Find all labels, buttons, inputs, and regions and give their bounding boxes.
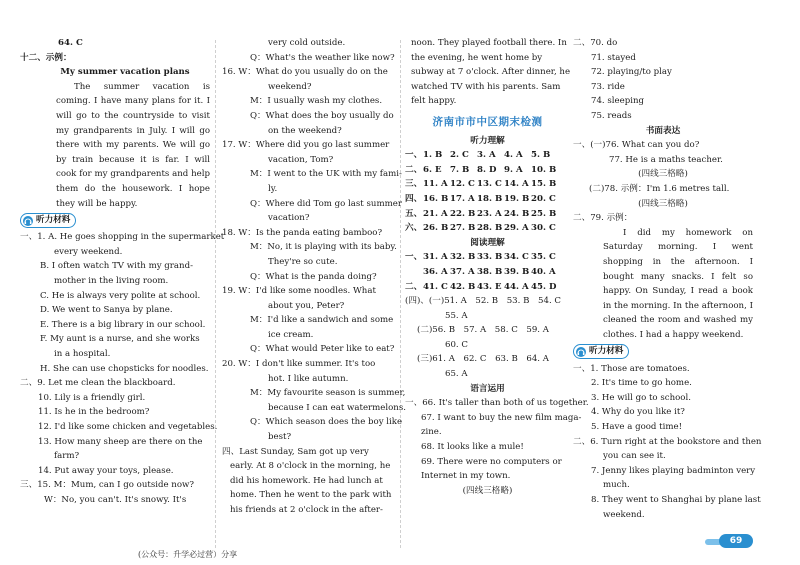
text-line: F. My aunt is a nurse, and she works <box>40 334 200 345</box>
text-line: every weekend. <box>54 246 123 257</box>
text-line: M：No, it is playing with its baby. <box>250 242 397 253</box>
row-label: 二、 <box>405 164 423 175</box>
text-line: 5. Have a good time! <box>591 421 683 432</box>
listening-script <box>222 36 406 518</box>
text-line: 二、6. Turn right at the bookstore and then <box>573 436 762 447</box>
listening-script <box>20 230 225 507</box>
text-line: 73. ride <box>591 81 625 92</box>
text-line: Q：What's the weather like now? <box>250 52 395 63</box>
text-line: did his homework. He had lunch at <box>230 475 383 486</box>
answer-lines <box>573 36 753 124</box>
text-line: vacation, Tom? <box>268 154 334 165</box>
text-line: W：No, you can't. It's snowy. It's <box>44 494 187 505</box>
listening-material-badge <box>573 344 629 359</box>
answer-item: 19. B <box>504 193 530 204</box>
answer-line: 64. C <box>58 38 83 48</box>
text-line: about you, Peter? <box>268 300 345 311</box>
answer-item: 9. A <box>504 164 523 175</box>
answer-item: 14. A <box>504 179 529 190</box>
answer-item: 26. B <box>423 223 449 234</box>
answer-row <box>405 250 570 265</box>
text-line: 69. There were no computers or <box>421 456 562 467</box>
text-line: 一、1. Those are tomatoes. <box>573 363 690 374</box>
answer-item: 1. B <box>423 150 443 161</box>
text-line: 67. I want to buy the new film maga- <box>421 412 582 423</box>
text-line: 20. W：I don't like summer. It's too <box>222 359 376 370</box>
badge-label: 听力材料 <box>589 346 624 357</box>
text-line: mother in the living room. <box>54 276 169 286</box>
row-label: 二、 <box>405 281 423 292</box>
text-line: (三)61. A 62. C 63. B 64. A <box>417 354 549 365</box>
answer-item: 38. B <box>477 266 503 277</box>
column-2 <box>222 36 406 518</box>
answer-item: 6. E <box>423 164 442 175</box>
answer-item: 43. E <box>477 281 502 292</box>
text-line: M：I usually wash my clothes. <box>250 96 383 107</box>
text-line: Internet in my town. <box>421 471 511 482</box>
answer-item: 16. B <box>423 193 449 204</box>
answer-row <box>405 221 570 236</box>
answer-item: 17. A <box>450 193 475 204</box>
text-line: you can see it. <box>603 451 666 462</box>
column-3 <box>405 36 589 498</box>
text-line: home. Then he went to the park with <box>230 490 392 501</box>
listening-material-badge <box>20 213 76 228</box>
text-line: B. I often watch TV with my grand- <box>40 261 193 272</box>
answer-item: 32. B <box>450 252 476 263</box>
text-line: subway at 7 o'clock. After dinner, he <box>411 67 571 78</box>
answer-item: 11. A <box>423 179 448 190</box>
text-line: weekend? <box>268 81 312 92</box>
essay-text: I did my homework on Saturday morning. I went shopping in the afternoon. I bought many snacks. I felt so happy. On Sunday, I read a book in the morning. In the afternoon, I cleaned the room and washed my clothes. I had a happy weekend. <box>603 227 753 340</box>
answer-grid <box>405 148 570 236</box>
answer-item: 13. C <box>477 179 502 190</box>
text-line: 11. Is he in the bedroom? <box>38 407 150 418</box>
text-line: 74. sleeping <box>591 96 645 107</box>
text-line: 一、(一)76. What can you do? <box>573 140 700 151</box>
answer-item: 5. B <box>531 150 551 161</box>
row-label: 四、 <box>405 193 423 204</box>
page-number: 69 <box>719 534 753 548</box>
answer-item: 3. A <box>477 150 496 161</box>
answer-item: 15. B <box>531 179 557 190</box>
footer-note: (公众号：升学必过营）分享 <box>138 550 238 559</box>
text-line: 2. It's time to go home. <box>591 378 692 389</box>
text-line: 14. Put away your toys, please. <box>38 465 174 476</box>
answer-row <box>405 192 570 207</box>
answer-item: 4. A <box>504 150 523 161</box>
text-line: 13. How many sheep are there on the <box>38 436 203 447</box>
answer-item: 21. A <box>423 208 448 219</box>
text-line: 10. Lily is a friendly girl. <box>38 392 146 403</box>
answer-item: 23. A <box>477 208 502 219</box>
text-line: Q：What is the panda doing? <box>250 271 377 282</box>
answer-item: 7. B <box>450 164 470 175</box>
answer-item: 29. A <box>504 223 529 234</box>
text-line: They're so cute. <box>268 256 338 267</box>
text-line: best? <box>268 432 292 443</box>
text-line: 68. It looks like a mule! <box>421 442 524 453</box>
text-line: much. <box>603 480 630 491</box>
exam-title: 济南市市中区期末检测 <box>432 115 543 128</box>
answer-item: 22. B <box>450 208 476 219</box>
answer-lines <box>573 138 753 226</box>
row-label: 六、 <box>405 223 423 234</box>
answer-item: 12. C <box>450 179 475 190</box>
text-line: 72. playing/to play <box>591 67 672 78</box>
text-line: Q：Which season does the boy like <box>250 417 403 428</box>
answer-row <box>405 265 570 280</box>
text-line: vacation? <box>268 213 310 224</box>
text-line: 二、70. do <box>573 38 618 48</box>
text-line: (二)78. 示例：I'm 1.6 metres tall. <box>589 183 730 194</box>
text-line: M：My favourite season is summer, <box>250 388 406 399</box>
answer-item: 40. A <box>531 266 556 277</box>
text-line: 三、15. M：Mum, can I go outside now? <box>20 480 194 491</box>
text-line: M：I'd like a sandwich and some <box>250 315 394 326</box>
text-line: 二、9. Let me clean the blackboard. <box>20 378 176 389</box>
answer-item: 20. C <box>531 193 556 204</box>
text-line: his friends at 2 o'clock in the after- <box>230 505 383 515</box>
subsection-title: 语言运用 <box>470 383 505 394</box>
text-line: 二、79. 示例： <box>573 213 633 224</box>
answer-item: 2. C <box>450 150 469 161</box>
row-label: 五、 <box>405 208 423 219</box>
text-line: 18. W：Is the panda eating bamboo? <box>222 227 383 238</box>
text-line: on the weekend? <box>268 125 342 136</box>
text-line: 60. C <box>445 339 468 350</box>
text-line: 一、1. A. He goes shopping in the supermarket <box>20 232 225 243</box>
answer-item: 36. A <box>423 266 448 277</box>
text-line: 8. They went to Shanghai by plane last <box>591 494 761 505</box>
text-line: ice cream. <box>268 329 314 340</box>
essay-title: My summer vacation plans <box>60 67 190 78</box>
column-divider <box>215 40 216 548</box>
answer-row <box>405 163 570 178</box>
row-label: 三、 <box>405 179 423 190</box>
text-line: (四线三格略) <box>638 169 688 180</box>
text-line: Q：Where did Tom go last summer <box>250 198 402 209</box>
text-line: 75. reads <box>591 110 632 121</box>
listening-script <box>405 36 570 109</box>
answer-item: 45. D <box>531 281 557 292</box>
text-line: 55. A <box>445 310 468 321</box>
answer-item: 28. B <box>477 223 503 234</box>
answer-item: 24. B <box>504 208 530 219</box>
text-line: 7. Jenny likes playing badminton very <box>591 465 756 476</box>
subsection-title: 阅读理解 <box>470 237 505 248</box>
text-line: Q：What does the boy usually do <box>250 110 394 121</box>
text-line: H. She can use chopsticks for noodles. <box>40 363 209 374</box>
subsection-title: 听力理解 <box>470 135 505 146</box>
text-line: M：I went to the UK with my fami- <box>250 169 402 180</box>
answer-item: 27. B <box>450 223 476 234</box>
answer-item: 44. A <box>504 281 529 292</box>
text-line: 17. W：Where did you go last summer <box>222 140 390 151</box>
answer-item: 34. C <box>504 252 529 263</box>
text-line: farm? <box>54 451 80 462</box>
text-line: C. He is always very polite at school. <box>40 290 201 301</box>
text-line: 19. W：I'd like some noodles. What <box>222 286 376 297</box>
answer-item: 42. B <box>450 281 476 292</box>
section-label: 十二、示例： <box>20 52 72 63</box>
text-line: (四线三格略) <box>638 198 688 209</box>
page-number-badge <box>705 534 753 548</box>
text-line: 12. I'd like some chicken and vegetables. <box>38 421 218 432</box>
listening-script <box>573 362 762 523</box>
answer-item: 10. B <box>531 164 557 175</box>
answer-item: 33. B <box>477 252 503 263</box>
essay-text: The summer vacation is coming. I have many plans for it. I will go to the countryside to visit my grandparents in July. I will go there with my parents. We will go by train because it is far. I will cook for my grandparents and help them do the housework. I hope they will be happy. <box>56 81 210 209</box>
column-1 <box>20 36 225 508</box>
text-line: weekend. <box>603 509 645 520</box>
answer-row <box>405 280 570 295</box>
text-line: 一、66. It's taller than both of us together. <box>405 398 589 409</box>
answer-item: 39. B <box>504 266 530 277</box>
answer-item: 8. D <box>477 164 497 175</box>
column-divider <box>400 40 401 548</box>
column-4 <box>573 36 762 522</box>
text-line: 65. A <box>445 369 468 380</box>
text-line: noon. They played football there. In <box>411 38 567 48</box>
answer-row <box>405 148 570 163</box>
badge-label: 听力材料 <box>36 215 71 226</box>
text-line: 77. He is a maths teacher. <box>609 154 723 165</box>
answer-item: 30. C <box>531 223 556 234</box>
text-line: in a hospital. <box>54 348 111 359</box>
answer-lines <box>405 294 570 382</box>
answer-row <box>405 207 570 222</box>
text-line: 16. W：What do you usually do on the <box>222 67 388 78</box>
headphones-icon <box>23 216 33 226</box>
text-line: 4. Why do you like it? <box>591 407 685 418</box>
text-line: the evening, he went home by <box>411 52 543 63</box>
row-label <box>405 265 423 280</box>
text-line: 四、Last Sunday, Sam got up very <box>222 446 369 457</box>
text-line: 71. stayed <box>591 52 636 63</box>
text-line: hot. I like autumn. <box>268 373 349 384</box>
row-label: 一、 <box>405 150 423 161</box>
text-line: zine. <box>421 427 442 438</box>
answer-grid <box>405 250 570 294</box>
answer-item: 41. C <box>423 281 448 292</box>
text-line: (四线三格略) <box>462 485 513 496</box>
answer-item: 25. B <box>531 208 557 219</box>
text-line: felt happy. <box>411 96 457 107</box>
text-line: D. We went to Sanya by plane. <box>40 305 173 316</box>
text-line: ly. <box>268 183 278 194</box>
text-line: (二)56. B 57. A 58. C 59. A <box>417 325 549 336</box>
answer-row <box>405 177 570 192</box>
answer-item: 37. A <box>450 266 475 277</box>
text-line: very cold outside. <box>268 38 346 48</box>
answer-item: 31. A <box>423 252 448 263</box>
row-label: 一、 <box>405 252 423 263</box>
subsection-title: 书面表达 <box>645 125 681 136</box>
answer-item: 18. B <box>477 193 503 204</box>
text-line: (四)、(一)51. A 52. B 53. B 54. C <box>405 296 561 307</box>
text-line: E. There is a big library in our school. <box>40 319 206 330</box>
text-line: early. At 8 o'clock in the morning, he <box>230 461 391 472</box>
text-line: because I can eat watermelons. <box>268 402 406 413</box>
text-line: Q：What would Peter like to eat? <box>250 344 395 355</box>
headphones-icon <box>576 347 586 357</box>
text-line: 3. He will go to school. <box>591 392 691 403</box>
answer-lines <box>405 396 589 498</box>
text-line: watched TV with his parents. Sam <box>411 81 561 92</box>
answer-item: 35. C <box>531 252 556 263</box>
